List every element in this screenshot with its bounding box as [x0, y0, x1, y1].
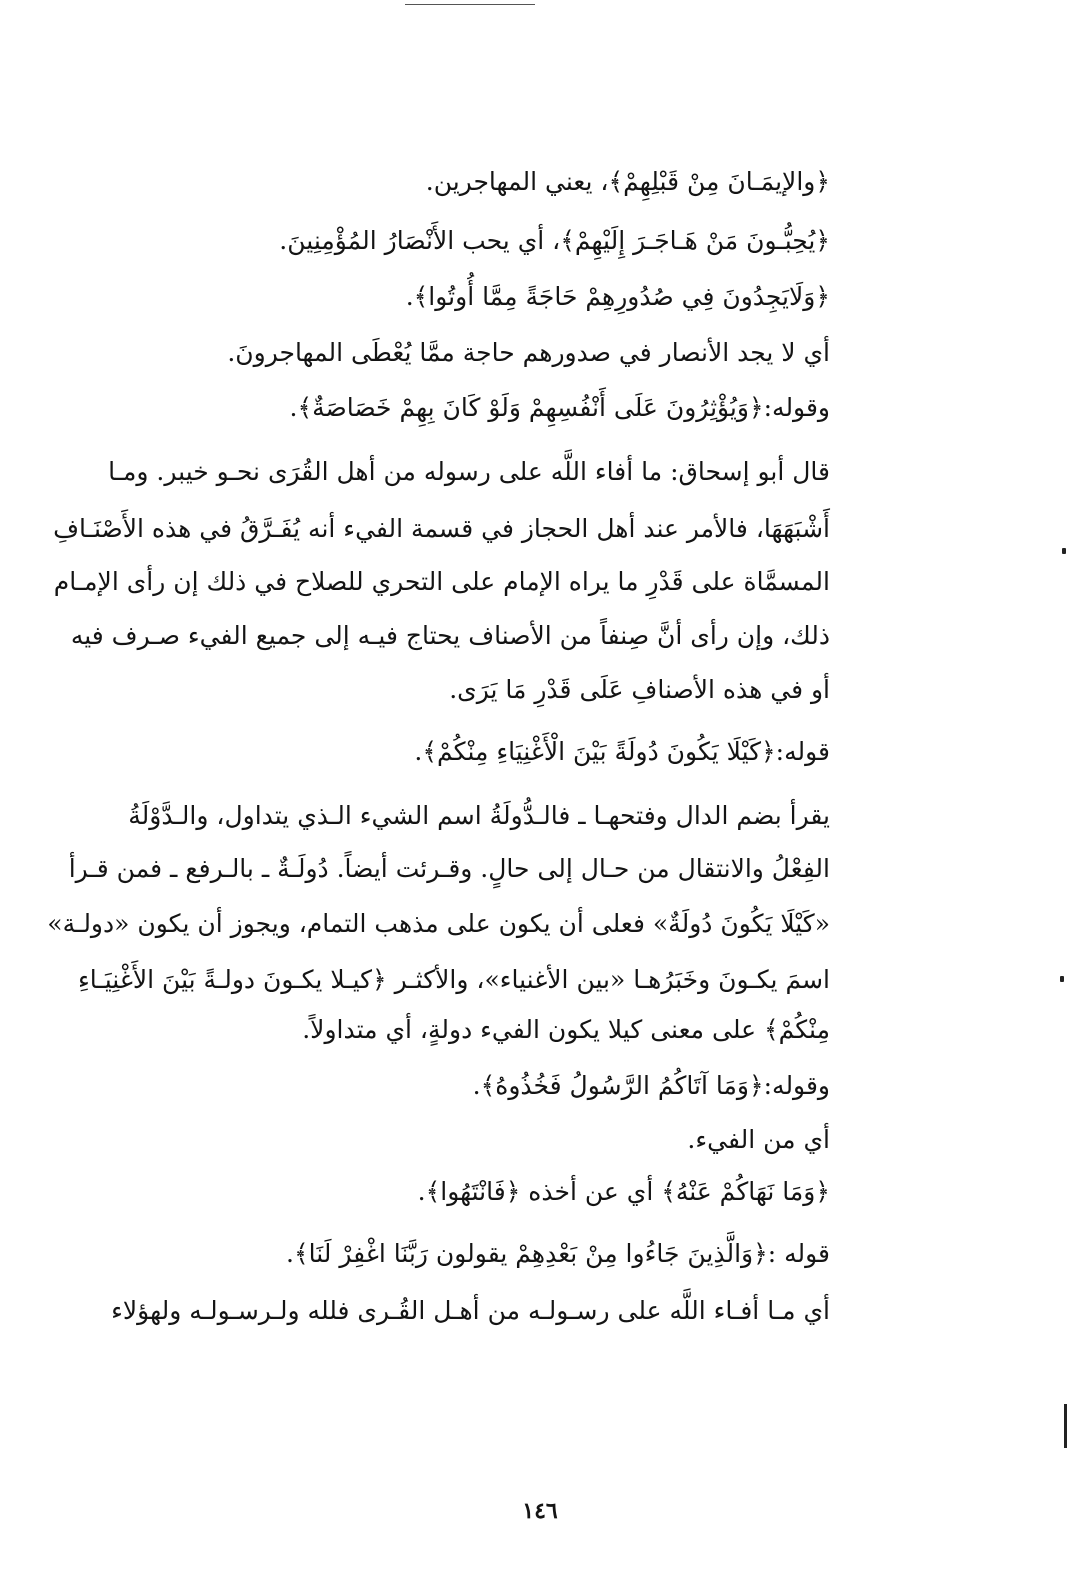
text-line: أو في هذه الأصنافِ عَلَى قَدْرِ مَا يَرَى.: [449, 675, 830, 704]
top-rule: [405, 4, 535, 5]
text-line: أي لا يجد الأنصار في صدورهم حاجة ممَّا يُعْطَى المهاجرونَ.: [227, 338, 830, 367]
scan-artifact: [1062, 548, 1066, 554]
text-line: الفِعْلُ والانتقال من حـال إلى حالٍ. وقـرئت أيضاً. دُولَـةٌ ـ بالـرفع ـ فمن قـرأ: [68, 854, 830, 883]
scan-artifact: [1064, 1404, 1067, 1448]
page-text: [47, 150, 830, 1325]
text-line: ﴿وَلَايَجِدُونَ فِي صُدُورِهِمْ حَاجَةً مِمَّا أُوتُوا﴾.: [405, 282, 830, 311]
text-line: أي من الفيء.: [687, 1125, 830, 1154]
text-line: قوله :﴿وَالَّذِينَ جَاءُوا مِنْ بَعْدِهِمْ يقولون رَبَّنَا اغْفِرْ لَنَا﴾.: [286, 1239, 830, 1268]
text-line: مِنْكُمْ﴾ على معنى كيلا يكون الفيء دولةٍ، أي متداولاً.: [302, 1015, 830, 1044]
text-line: اسمَ يكـونَ وخَبَرُهـا «بين الأغنياء»، والأكثـر ﴿كيـلا يكـونَ دولـةً بَيْنَ الأَغْنِيَـاءِ: [78, 965, 830, 994]
text-line: يقرأ بضم الدال وفتحهـا ـ فالـدُّولَةُ اسم الشيء الـذي يتداول، والـدَّوْلَةُ: [128, 801, 830, 830]
text-line: ﴿والإيمَـانَ مِنْ قَبْلِهِمْ﴾، يعني المهاجرين.: [425, 167, 830, 196]
text-line: أي مـا أفـاء اللَّه على رسـولـه من أهـل القُـرى فلله ولـرسـولـه ولهؤلاء: [111, 1296, 830, 1325]
page-number: ١٤٦: [522, 1498, 558, 1524]
text-line: أَشْبَهَهَا، فالأمر عند أهل الحجاز في قسمة الفيء أنه يُفَـرَّقُ في هذه الأَصْنَـافِ: [53, 514, 830, 543]
text-line: ذلك، وإن رأى أنَّ صِنفاً من الأصناف يحتاج فيـه إلى جميع الفيء صـرف فيه: [70, 621, 830, 650]
text-line: قوله:﴿كَيْلَا يَكُونَ دُولَةً بَيْنَ الْأَغْنِيَاءِ مِنْكُمْ﴾.: [414, 737, 830, 766]
text-line: ﴿وَمَا نَهَاكُمْ عَنْهُ﴾ أي عن أخذه ﴿فَانْتَهُوا﴾.: [417, 1177, 830, 1206]
scan-artifact: [1060, 976, 1064, 982]
text-line: وقوله:﴿وَمَا آتَاكُمُ الرَّسُولُ فَخُذُوهُ﴾.: [472, 1071, 830, 1100]
text-line: قال أبو إسحاق: ما أفاء اللَّه على رسوله من أهل القُرَى نحـو خيبر. ومـا: [108, 457, 830, 486]
text-line: ﴿يُحِبُّـونَ مَنْ هَـاجَـرَ إِلَيْهِمْ﴾، أي يحب الأَنْصَارُ المُؤْمِنِينَ.: [279, 226, 830, 255]
text-line: وقوله:﴿وَيُؤْثِرُونَ عَلَى أَنْفُسِهِمْ وَلَوْ كَانَ بِهِمْ خَصَاصَةٌ﴾.: [289, 393, 830, 422]
text-line: «كَيْلَا يَكُونَ دُولَةٌ» فعلى أن يكون على مذهب التمام، ويجوز أن يكون «دولـة»: [47, 909, 830, 938]
text-line: المسمَّاة على قَدْرِ ما يراه الإمام على التحري للصلاح في ذلك إن رأى الإمـام: [53, 567, 830, 596]
